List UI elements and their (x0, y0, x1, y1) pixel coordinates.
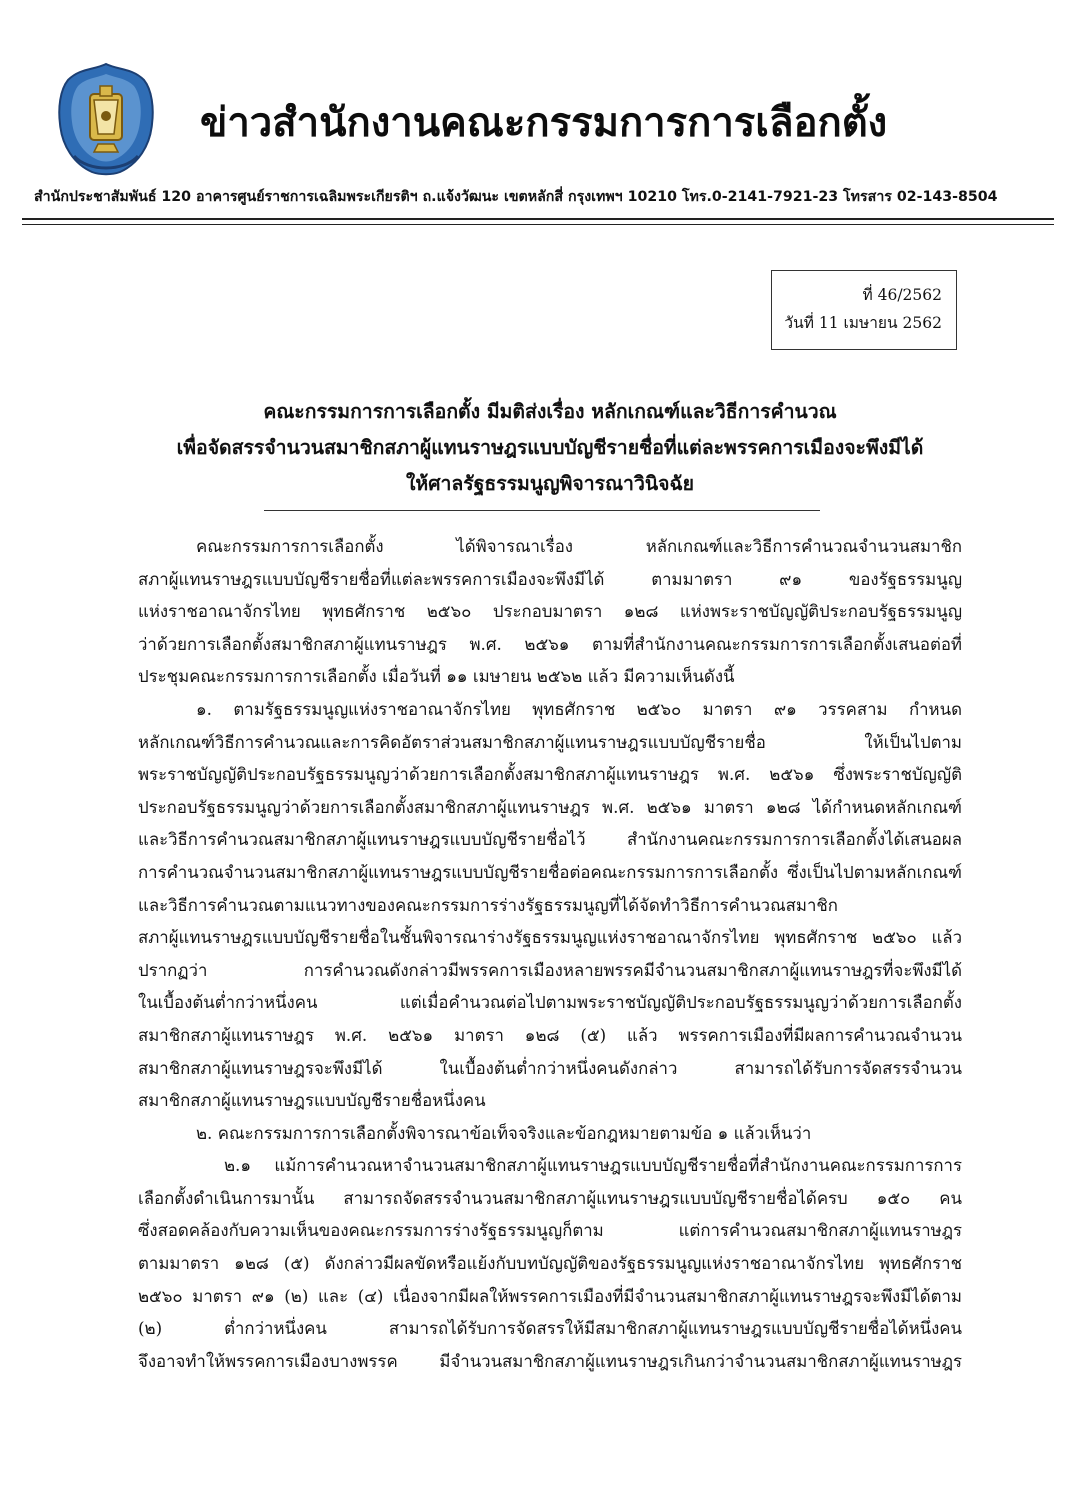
body-line: สมาชิกสภาผู้แทนราษฎรแบบบัญชีรายชื่อหนึ่งคน (138, 1090, 486, 1111)
body-line: ตามมาตรา ๑๒๘ (๕) ดังกล่าวมีผลขัดหรือแย้งกับบทบัญญัติของรัฐธรรมนูญแห่งราชอาณาจักรไทย พุทธศักราช (138, 1253, 962, 1274)
headline-line: คณะกรรมการการเลือกตั้ง มีมติส่งเรื่อง หลักเกณฑ์และวิธีการคำนวณ (263, 400, 837, 423)
body-line: ๒๕๖๐ มาตรา ๙๑ (๒) และ (๔) เนื่องจากมีผลให้พรรคการเมืองที่มีจำนวนสมาชิกสภาผู้แทนราษฎรจะพึงมีได้ตาม (138, 1285, 962, 1306)
body-line: เลือกตั้งดำเนินการมานั้น สามารถจัดสรรจำนวนสมาชิกสภาผู้แทนราษฎรแบบบัญชีรายชื่อได้ครบ ๑๕๐ คน (138, 1187, 962, 1208)
body-line: และวิธีการคำนวณสมาชิกสภาผู้แทนราษฎรแบบบัญชีรายชื่อไว้ สำนักงานคณะกรรมการการเลือกตั้งได้เสนอผล (138, 829, 962, 850)
body-line: พระราชบัญญัติประกอบรัฐธรรมนูญว่าด้วยการเลือกตั้งสมาชิกสภาผู้แทนราษฎร พ.ศ. ๒๕๖๑ ซึ่งพระราชบัญญัติ (138, 764, 962, 785)
headline-line: ให้ศาลรัฐธรรมนูญพิจารณาวินิจฉัย (405, 472, 695, 495)
document-number-box (771, 270, 957, 350)
body-line: การคำนวณจำนวนสมาชิกสภาผู้แทนราษฎรแบบบัญชีรายชื่อต่อคณะกรรมการการเลือกตั้ง ซึ่งเป็นไปตามหลักเกณฑ์ (138, 861, 962, 882)
body-line: และวิธีการคำนวณตามแนวทางของคณะกรรมการร่างรัฐธรรมนูญที่ได้จัดทำวิธีการคำนวณสมาชิก (138, 894, 838, 915)
body-line: สภาผู้แทนราษฎรแบบบัญชีรายชื่อที่แต่ละพรรคการเมืองจะพึงมีได้ ตามมาตรา ๙๑ ของรัฐธรรมนูญ (138, 568, 962, 589)
body-line: ปรากฏว่า การคำนวณดังกล่าวมีพรรคการเมืองหลายพรรคมีจำนวนสมาชิกสภาผู้แทนราษฎรที่จะพึงมีได้ (138, 959, 962, 980)
body-line: (๒) ต่ำกว่าหนึ่งคน สามารถได้รับการจัดสรรให้มีสมาชิกสภาผู้แทนราษฎรแบบบัญชีรายชื่อได้หนึ่งคน (138, 1318, 962, 1339)
header-divider-thin (22, 224, 1054, 225)
header-divider (22, 218, 1054, 220)
body-line: ประชุมคณะกรรมการการเลือกตั้ง เมื่อวันที่ ๑๑ เมษายน ๒๕๖๒ แล้ว มีความเห็นดังนี้ (138, 666, 735, 687)
document-date: วันที่ 11 เมษายน 2562 (784, 314, 942, 332)
body-line: จึงอาจทำให้พรรคการเมืองบางพรรค มีจำนวนสมาชิกสภาผู้แทนราษฎรเกินกว่าจำนวนสมาชิกสภาผู้แทนราษฎร (138, 1350, 962, 1371)
body-line: แห่งราชอาณาจักรไทย พุทธศักราช ๒๕๖๐ ประกอบมาตรา ๑๒๘ แห่งพระราชบัญญัติประกอบรัฐธรรมนูญ (138, 601, 962, 622)
document-number: ที่ 46/2562 (862, 286, 942, 304)
body-line: สภาผู้แทนราษฎรแบบบัญชีรายชื่อในชั้นพิจารณาร่างรัฐธรรมนูญแห่งราชอาณาจักรไทย พุทธศักราช ๒๕๖๐ แล้ว (138, 927, 962, 948)
headline-line: เพื่อจัดสรรจำนวนสมาชิกสภาผู้แทนราษฎรแบบบัญชีรายชื่อที่แต่ละพรรคการเมืองจะพึงมีได้ (176, 436, 924, 459)
headline (100, 394, 1000, 502)
body-line: ว่าด้วยการเลือกตั้งสมาชิกสภาผู้แทนราษฎร พ.ศ. ๒๕๖๑ ตามที่สำนักงานคณะกรรมการการเลือกตั้งเสนอต่อที่ (138, 633, 962, 654)
body-line: คณะกรรมการการเลือกตั้ง ได้พิจารณาเรื่อง หลักเกณฑ์และวิธีการคำนวณจำนวนสมาชิก (196, 536, 962, 556)
header-address: สำนักประชาสัมพันธ์ 120 อาคารศูนย์ราชการเฉลิมพระเกียรติฯ ถ.แจ้งวัฒนะ เขตหลักสี่ กรุงเทพฯ 10210 โทร.0-2141-7921-23 โทรสาร 02-143-8504 (34, 189, 998, 205)
body-line: ๑. ตามรัฐธรรมนูญแห่งราชอาณาจักรไทย พุทธศักราช ๒๕๖๐ มาตรา ๙๑ วรรคสาม กำหนด (196, 698, 962, 719)
body-line: ๒. คณะกรรมการการเลือกตั้งพิจารณาข้อเท็จจริงและข้อกฎหมายตามข้อ ๑ แล้วเห็นว่า (196, 1122, 812, 1143)
body-line: ซึ่งสอดคล้องกับความเห็นของคณะกรรมการร่างรัฐธรรมนูญก็ตาม แต่การคำนวณสมาชิกสภาผู้แทนราษฎร (138, 1220, 962, 1241)
ect-emblem-icon (54, 60, 158, 178)
body-text (138, 530, 962, 1377)
page-title: ข่าวสำนักงานคณะกรรมการการเลือกตั้ง (200, 100, 888, 146)
body-line: หลักเกณฑ์วิธีการคำนวณและการคิดอัตราส่วนสมาชิกสภาผู้แทนราษฎรแบบบัญชีรายชื่อ ให้เป็นไปตาม (138, 731, 962, 752)
body-line: ประกอบรัฐธรรมนูญว่าด้วยการเลือกตั้งสมาชิกสภาผู้แทนราษฎร พ.ศ. ๒๕๖๑ มาตรา ๑๒๘ ได้กำหนดหลักเกณฑ์ (138, 796, 962, 817)
body-line: สมาชิกสภาผู้แทนราษฎร พ.ศ. ๒๕๖๑ มาตรา ๑๒๘ (๕) แล้ว พรรคการเมืองที่มีผลการคำนวณจำนวน (138, 1024, 962, 1045)
body-line: ในเบื้องต้นต่ำกว่าหนึ่งคน แต่เมื่อคำนวณต่อไปตามพระราชบัญญัติประกอบรัฐธรรมนูญว่าด้วยการเลือกตั้ง (138, 992, 962, 1013)
body-line: สมาชิกสภาผู้แทนราษฎรจะพึงมีได้ ในเบื้องต้นต่ำกว่าหนึ่งคนดังกล่าว สามารถได้รับการจัดสรรจำนวน (138, 1057, 962, 1078)
body-line: ๒.๑ แม้การคำนวณหาจำนวนสมาชิกสภาผู้แทนราษฎรแบบบัญชีรายชื่อที่สำนักงานคณะกรรมการการ (224, 1155, 962, 1176)
headline-divider (264, 510, 820, 511)
